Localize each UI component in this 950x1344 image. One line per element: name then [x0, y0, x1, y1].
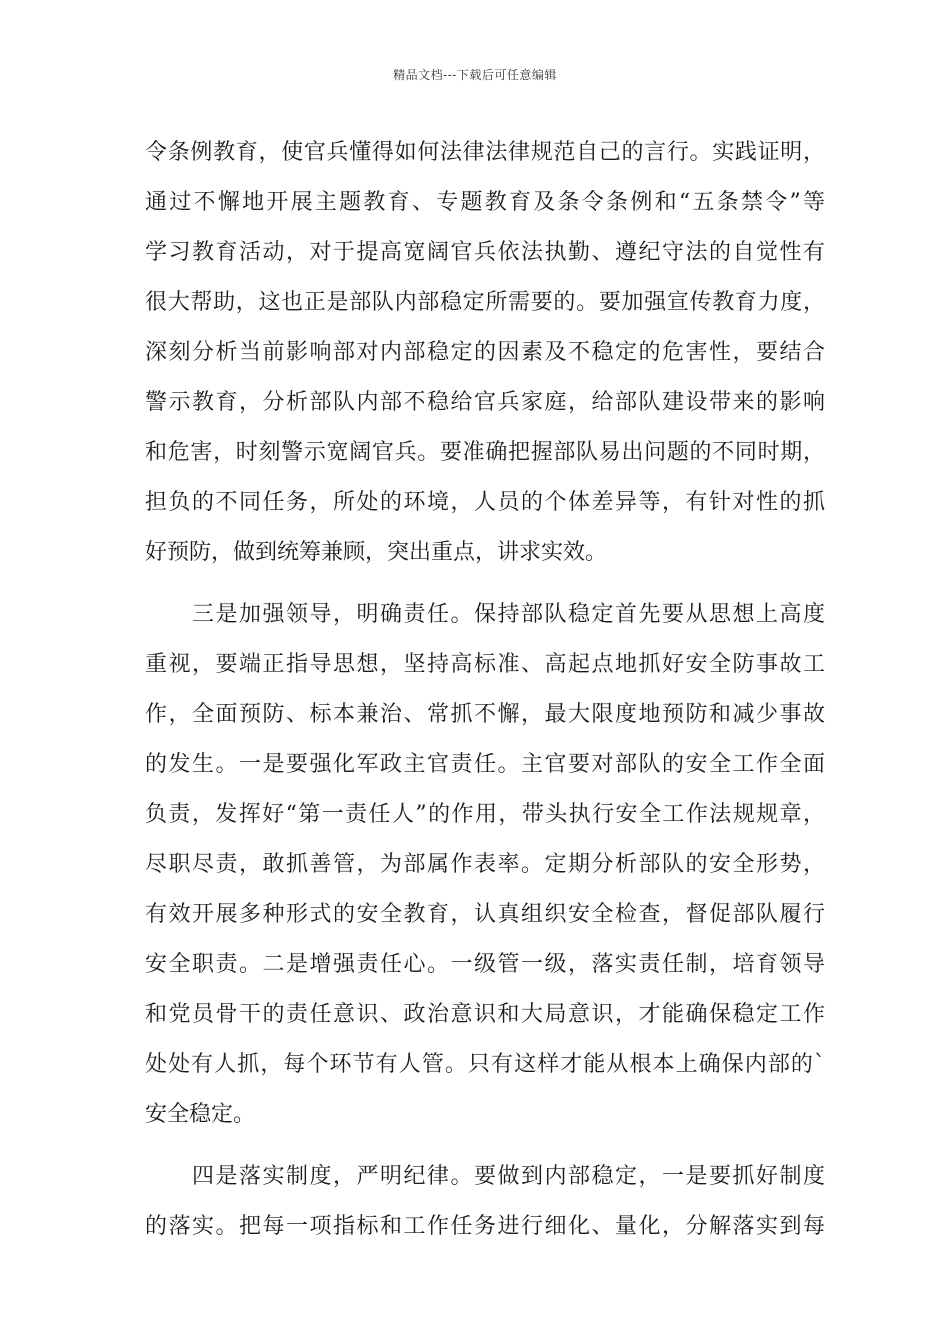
- text-line: 有效开展多种形式的安全教育，认真组织安全检查，督促部队履行: [145, 902, 825, 927]
- text-line: 很大帮助，这也正是部队内部稳定所需要的。要加强宣传教育力度，: [145, 290, 825, 315]
- text-line: 担负的不同任务，所处的环境，人员的个体差异等，有针对性的抓: [145, 490, 825, 515]
- text-line: 安全稳定。: [145, 1102, 256, 1127]
- text-line: 深刻分析当前影响部对内部稳定的因素及不稳定的危害性，要结合: [145, 340, 825, 365]
- text-line: 三是加强领导，明确责任。保持部队稳定首先要从思想上高度: [145, 602, 825, 627]
- text-line: 学习教育活动，对于提高宽阔官兵依法执勤、遵纪守法的自觉性有: [145, 240, 825, 265]
- text-line: 和危害，时刻警示宽阔官兵。要准确把握部队易出问题的不同时期，: [145, 440, 825, 465]
- text-line: 四是落实制度，严明纪律。要做到内部稳定，一是要抓好制度: [145, 1164, 825, 1189]
- text-line: 通过不懈地开展主题教育、专题教育及条令条例和“五条禁令”等: [145, 190, 825, 215]
- text-line: 作，全面预防、标本兼治、常抓不懈，最大限度地预防和减少事故: [145, 702, 825, 727]
- text-line: 的发生。一是要强化军政主官责任。主官要对部队的安全工作全面: [145, 752, 825, 777]
- page-header: 精品文档---下载后可任意编辑: [393, 68, 557, 82]
- text-line: 处处有人抓，每个环节有人管。只有这样才能从根本上确保内部的`: [145, 1052, 825, 1077]
- text-line: 和党员骨干的责任意识、政治意识和大局意识，才能确保稳定工作: [145, 1002, 825, 1027]
- text-line: 尽职尽责，敢抓善管，为部属作表率。定期分析部队的安全形势，: [145, 852, 825, 877]
- text-line: 重视，要端正指导思想，坚持高标准、高起点地抓好安全防事故工: [145, 652, 825, 677]
- text-line: 好预防，做到统筹兼顾，突出重点，讲求实效。: [145, 540, 608, 565]
- text-line: 的落实。把每一项指标和工作任务进行细化、量化，分解落实到每: [145, 1214, 825, 1239]
- text-line: 安全职责。二是增强责任心。一级管一级，落实责任制，培育领导: [145, 952, 825, 977]
- text-line: 警示教育，分析部队内部不稳给官兵家庭，给部队建设带来的影响: [145, 390, 825, 415]
- text-line: 令条例教育，使官兵懂得如何法律法律规范自己的言行。实践证明，: [145, 140, 825, 165]
- document-body: [145, 128, 825, 1252]
- text-line: 负责，发挥好“第一责任人”的作用，带头执行安全工作法规规章，: [145, 802, 825, 827]
